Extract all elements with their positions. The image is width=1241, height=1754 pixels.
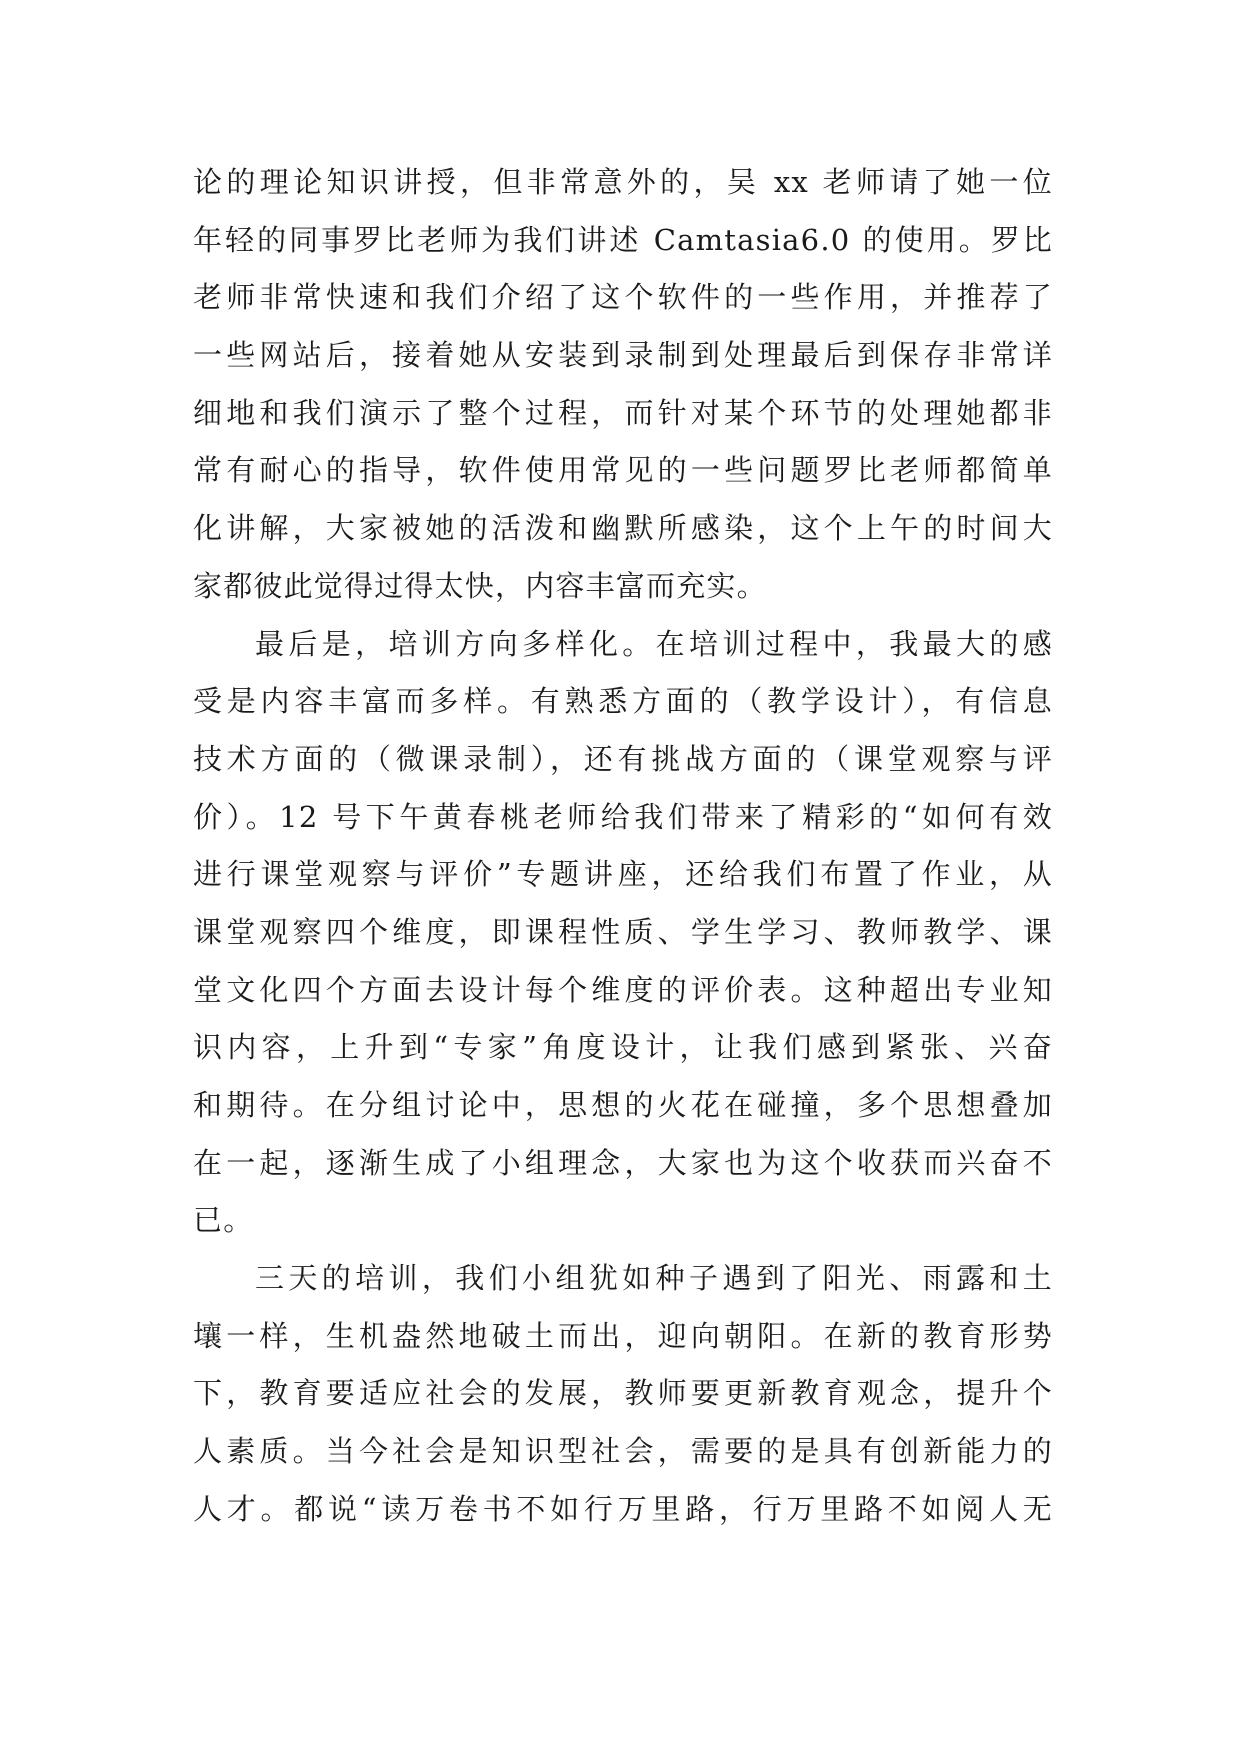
body-text	[193, 154, 1053, 1539]
text-line: 在一起，逐渐生成了小组理念，大家也为这个收获而兴奋不	[193, 1145, 1053, 1180]
text-line: 论的理论知识讲授，但非常意外的，吴 xx 老师请了她一位	[193, 165, 1053, 199]
text-line: 人才。都说“读万卷书不如行万里路，行万里路不如阅人无	[193, 1491, 1053, 1526]
text-line: 壤一样，生机盎然地破土而出，迎向朝阳。在新的教育形势	[193, 1318, 1053, 1353]
paragraph-first-line: 最后是，培训方向多样化。在培训过程中，我最大的感	[255, 626, 1053, 661]
text-line: 细地和我们演示了整个过程，而针对某个环节的处理她都非	[193, 395, 1053, 430]
text-line: 下，教育要适应社会的发展，教师要更新教育观念，提升个	[193, 1376, 1053, 1411]
text-line: 已。	[193, 1203, 254, 1238]
text-line: 堂文化四个方面去设计每个维度的评价表。这种超出专业知	[193, 972, 1053, 1007]
text-line: 技术方面的（微课录制），还有挑战方面的（课堂观察与评	[193, 741, 1053, 776]
text-line: 价）。12 号下午黄春桃老师给我们带来了精彩的“如何有效	[193, 799, 1053, 834]
paragraph-first-line: 三天的培训，我们小组犹如种子遇到了阳光、雨露和土	[255, 1261, 1053, 1296]
text-line: 化讲解，大家被她的活泼和幽默所感染，这个上午的时间大	[193, 511, 1053, 546]
text-line: 年轻的同事罗比老师为我们讲述 Camtasia6.0 的使用。罗比	[193, 222, 1053, 257]
text-line: 识内容，上升到“专家”角度设计，让我们感到紧张、兴奋	[193, 1030, 1053, 1065]
text-line: 人素质。当今社会是知识型社会，需要的是具有创新能力的	[193, 1434, 1053, 1469]
text-line: 老师非常快速和我们介绍了这个软件的一些作用，并推荐了	[193, 280, 1053, 315]
text-line: 课堂观察四个维度，即课程性质、学生学习、教师教学、课	[193, 914, 1053, 949]
text-line: 受是内容丰富而多样。有熟悉方面的（教学设计），有信息	[193, 684, 1053, 719]
text-line: 和期待。在分组讨论中，思想的火花在碰撞，多个思想叠加	[193, 1088, 1053, 1122]
text-line: 常有耐心的指导，软件使用常见的一些问题罗比老师都简单	[193, 453, 1053, 488]
text-line: 一些网站后，接着她从安装到录制到处理最后到保存非常详	[193, 338, 1053, 373]
text-line: 家都彼此觉得过得太快，内容丰富而充实。	[193, 568, 767, 603]
text-line: 进行课堂观察与评价”专题讲座，还给我们布置了作业，从	[193, 857, 1053, 892]
